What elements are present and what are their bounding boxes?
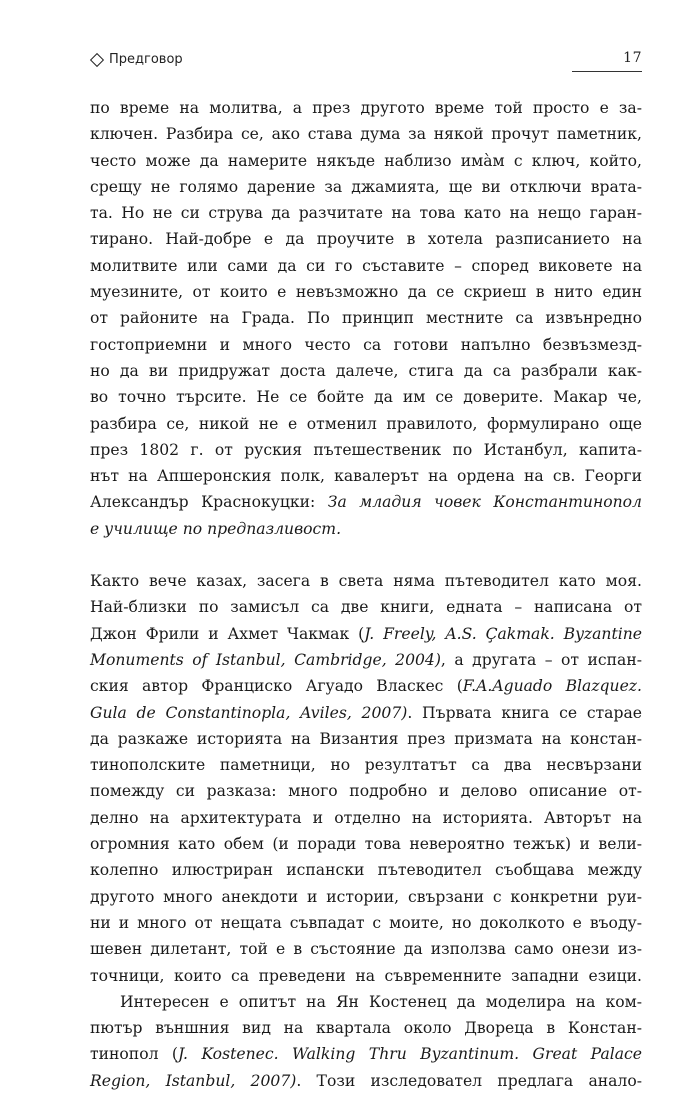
text-span: делно на архитектурата и отделно на историята. Авторът на bbox=[90, 808, 642, 827]
text-span: Както вече казах, засега в света няма пътеводител като моя. bbox=[90, 572, 642, 591]
text-span: нът на Апшеронския полк, кавалерът на ордена на св. Георги bbox=[90, 467, 642, 486]
text-span: да разкаже историята на Византия през призмата на констан- bbox=[90, 729, 642, 748]
text-line bbox=[90, 463, 642, 489]
text-line bbox=[90, 279, 642, 305]
text-line bbox=[90, 1068, 642, 1094]
text-span: често може да намерите някъде наблизо имàм с ключ, който, bbox=[90, 151, 642, 170]
text-span: срещу не голямо дарение за джамията, ще ви отключи врата- bbox=[90, 177, 642, 196]
text-line bbox=[90, 726, 642, 752]
text-line bbox=[90, 411, 642, 437]
text-line bbox=[90, 805, 642, 831]
text-span: помежду си разказа: много подробно и делово описание от- bbox=[90, 782, 642, 801]
text-span: другото много анекдоти и истории, свързани с конкретни руи- bbox=[90, 887, 642, 906]
text-span: колепно илюстриран испански пътеводител съобщава между bbox=[90, 861, 642, 880]
text-line bbox=[90, 568, 642, 594]
diamond-icon bbox=[90, 52, 104, 66]
text-span: муезините, от които е невъзможно да се скриеш в нито един bbox=[90, 283, 642, 302]
text-line bbox=[90, 332, 642, 358]
text-span: през 1802 г. от руския пътешественик по Истанбул, капита- bbox=[90, 440, 642, 459]
text-line bbox=[90, 963, 642, 989]
text-span: . Първата книга се старае bbox=[407, 703, 642, 722]
italic-span: За младия човек Константинопол bbox=[327, 493, 642, 512]
text-span: тирано. Най-добре е да проучите в хотела разписанието на bbox=[90, 230, 642, 249]
text-line bbox=[90, 910, 642, 936]
text-line bbox=[90, 831, 642, 857]
text-span: огромния като обем (и поради това невероятно тежък) и вели- bbox=[90, 835, 642, 854]
text-line bbox=[90, 384, 642, 410]
text-span: тинополските паметници, но резултатът са два несвързани bbox=[90, 756, 642, 775]
text-line bbox=[90, 594, 642, 620]
text-line bbox=[90, 253, 642, 279]
italic-span: е училище по предпазливост. bbox=[90, 519, 342, 538]
text-span: от районите на Града. По принцип местните са извънредно bbox=[90, 309, 642, 328]
section-title bbox=[90, 52, 183, 67]
text-line bbox=[90, 857, 642, 883]
text-span: гостоприемни и много често са готови напълно безвъзмезд- bbox=[90, 335, 642, 354]
section-title-text: Предговор bbox=[109, 52, 183, 67]
italic-span: F.A.Aguado Blazquez. bbox=[462, 677, 642, 696]
italic-span: J. Freely, A.S. Çakmak. Byzantine bbox=[364, 624, 642, 643]
italic-span: Monuments of Istanbul, Cambridge, 2004) bbox=[90, 650, 441, 669]
text-line bbox=[90, 673, 642, 699]
text-span: точници, които са преведени на съвременните западни езици. bbox=[90, 966, 642, 985]
text-line bbox=[90, 1041, 642, 1067]
text-span: тинопол ( bbox=[90, 1045, 179, 1064]
text-span: ни и много от нещата съвпадат с моите, но доколкото е въоду- bbox=[90, 913, 642, 932]
text-span: . Този изследовател предлага анало- bbox=[296, 1071, 642, 1090]
text-line bbox=[90, 226, 642, 252]
text-span: пютър външния вид на квартала около Двореца в Констан- bbox=[90, 1019, 642, 1038]
text-line bbox=[90, 621, 642, 647]
text-line bbox=[90, 647, 642, 673]
header-rule bbox=[572, 71, 642, 72]
text-span: ския автор Франциско Агуадо Власкес ( bbox=[90, 677, 463, 696]
body-text bbox=[90, 95, 642, 1094]
paragraph-gap bbox=[90, 542, 642, 568]
italic-span: Gula de Constantinopla, Aviles, 2007) bbox=[90, 703, 408, 722]
text-line bbox=[90, 700, 642, 726]
text-line bbox=[90, 437, 642, 463]
text-span: шевен дилетант, той е в състояние да използва само онези из- bbox=[90, 940, 642, 959]
text-line bbox=[90, 200, 642, 226]
text-span: та. Но не си струва да разчитате на това като на нещо гаран- bbox=[90, 204, 642, 223]
text-line bbox=[90, 1015, 642, 1041]
text-span: ключен. Разбира се, ако става дума за някой прочут паметник, bbox=[90, 125, 642, 144]
italic-span: J. Kostenec. Walking Thru Byzantinum. Great Palace bbox=[178, 1045, 643, 1064]
text-line bbox=[90, 989, 642, 1015]
text-span: молитвите или сами да си го съставите – според виковете на bbox=[90, 256, 642, 275]
text-span: но да ви придружат доста далече, стига да са разбрали как- bbox=[90, 361, 642, 380]
text-span: Джон Фрили и Ахмет Чакмак ( bbox=[90, 624, 365, 643]
text-line bbox=[90, 884, 642, 910]
text-line bbox=[90, 95, 642, 121]
text-line bbox=[90, 174, 642, 200]
text-line bbox=[90, 305, 642, 331]
text-span: по време на молитва, а през другото време той просто е за- bbox=[90, 99, 642, 117]
text-line bbox=[90, 516, 642, 542]
text-span: Интересен е опитът на Ян Костенец да моделира на ком- bbox=[120, 992, 642, 1011]
page-number: 17 bbox=[623, 50, 642, 66]
text-line bbox=[90, 752, 642, 778]
text-line bbox=[90, 121, 642, 147]
text-line bbox=[90, 489, 642, 515]
text-span: во точно търсите. Не се бойте да им се доверите. Макар че, bbox=[90, 388, 642, 407]
text-line bbox=[90, 358, 642, 384]
text-span: разбира се, никой не е отменил правилото, формулирано още bbox=[90, 414, 642, 433]
text-span: , а другата – от испан- bbox=[440, 650, 642, 669]
italic-span: Region, Istanbul, 2007) bbox=[90, 1071, 297, 1090]
text-span: Александър Краснокуцки: bbox=[90, 493, 328, 512]
text-line bbox=[90, 148, 642, 174]
running-header bbox=[90, 48, 642, 74]
text-span: Най-близки по замисъл са две книги, едната – написана от bbox=[90, 598, 642, 617]
text-line bbox=[90, 936, 642, 962]
text-line bbox=[90, 778, 642, 804]
